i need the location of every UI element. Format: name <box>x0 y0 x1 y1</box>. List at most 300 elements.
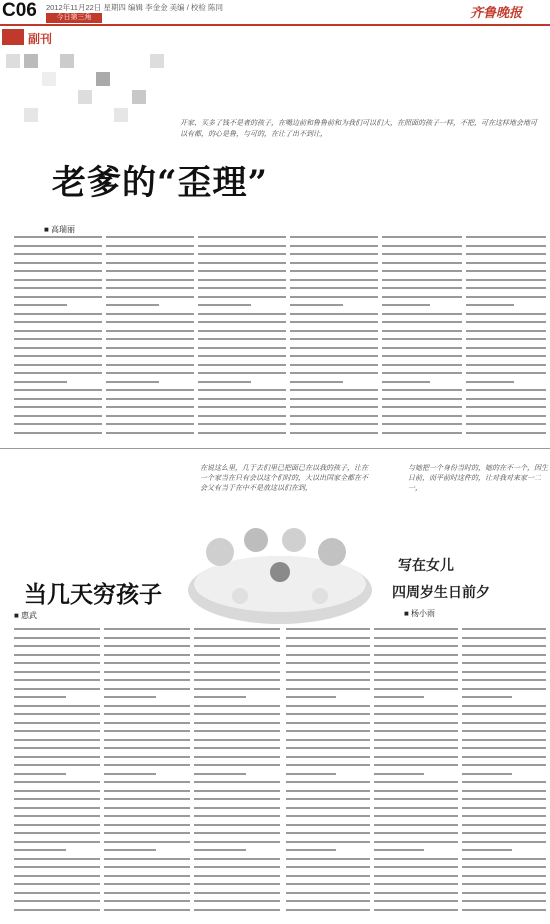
text-line <box>106 330 194 332</box>
text-line <box>104 637 190 639</box>
text-line <box>290 381 343 383</box>
text-line <box>290 296 378 298</box>
text-line <box>374 730 458 732</box>
text-line <box>194 909 280 911</box>
text-line <box>382 347 462 349</box>
text-line <box>198 262 286 264</box>
text-line <box>466 262 546 264</box>
text-line <box>286 747 370 749</box>
text-line <box>382 355 462 357</box>
text-line <box>14 892 100 894</box>
text-line <box>198 398 286 400</box>
text-line <box>374 688 458 690</box>
text-line <box>374 790 458 792</box>
text-line <box>104 713 190 715</box>
text-line <box>14 866 100 868</box>
text-line <box>462 679 546 681</box>
text-line <box>14 858 100 860</box>
text-line <box>198 296 286 298</box>
text-line <box>286 858 370 860</box>
text-line <box>14 781 100 783</box>
issue-meta: 2012年11月22日 星期四 编辑 李金金 美编 / 校检 陈同 <box>46 3 223 12</box>
text-line <box>286 773 336 775</box>
text-line <box>374 773 424 775</box>
text-line <box>194 858 280 860</box>
text-line <box>382 338 462 340</box>
text-line <box>104 875 190 877</box>
text-line <box>286 909 370 911</box>
text-line <box>382 415 462 417</box>
text-line <box>466 279 546 281</box>
text-line <box>286 756 370 758</box>
text-line <box>382 432 462 434</box>
text-line <box>466 423 546 425</box>
text-line <box>466 270 546 272</box>
text-line <box>286 875 370 877</box>
text-line <box>462 900 546 902</box>
text-line <box>14 815 100 817</box>
text-line <box>198 270 286 272</box>
text-line <box>286 713 370 715</box>
text-line <box>14 824 100 826</box>
text-line <box>14 406 102 408</box>
text-line <box>14 245 102 247</box>
text-line <box>14 381 67 383</box>
text-line <box>14 372 102 374</box>
byline-article-3: ■ 杨小雨 <box>404 609 436 618</box>
text-line <box>104 824 190 826</box>
text-line <box>374 696 424 698</box>
text-line <box>462 773 512 775</box>
text-line <box>466 372 546 374</box>
text-line <box>198 253 286 255</box>
text-line <box>194 798 280 800</box>
headline-article-2: 当几天穷孩子 <box>24 581 162 608</box>
text-line <box>382 262 462 264</box>
text-line <box>14 279 102 281</box>
headline-article-3-line-1: 写在女儿 <box>398 558 454 574</box>
text-line <box>286 815 370 817</box>
text-line <box>14 722 100 724</box>
text-line <box>466 304 514 306</box>
text-line <box>462 662 546 664</box>
text-line <box>374 713 458 715</box>
text-line <box>198 432 286 434</box>
text-line <box>466 347 546 349</box>
text-line <box>14 415 102 417</box>
text-line <box>382 287 462 289</box>
text-line <box>382 296 462 298</box>
text-line <box>14 304 67 306</box>
text-line <box>194 773 246 775</box>
text-line <box>14 645 100 647</box>
text-line <box>14 423 102 425</box>
text-line <box>106 270 194 272</box>
text-line <box>104 883 190 885</box>
text-line <box>106 287 194 289</box>
text-line <box>374 662 458 664</box>
text-line <box>286 628 370 630</box>
text-line <box>462 909 546 911</box>
text-line <box>198 245 286 247</box>
text-line <box>466 313 546 315</box>
text-line <box>198 364 286 366</box>
text-line <box>106 245 194 247</box>
text-line <box>286 832 370 834</box>
text-line <box>290 287 378 289</box>
text-line <box>106 389 194 391</box>
text-line <box>14 662 100 664</box>
text-line <box>374 815 458 817</box>
text-line <box>104 849 156 851</box>
text-line <box>198 338 286 340</box>
article-1-column-2 <box>106 236 194 440</box>
text-line <box>466 389 546 391</box>
text-line <box>462 637 546 639</box>
text-line <box>290 406 378 408</box>
text-line <box>374 900 458 902</box>
text-line <box>14 364 102 366</box>
text-line <box>194 815 280 817</box>
text-line <box>104 807 190 809</box>
text-line <box>286 781 370 783</box>
article-1-column-3 <box>198 236 286 440</box>
text-line <box>466 321 546 323</box>
text-line <box>286 654 370 656</box>
text-line <box>462 790 546 792</box>
text-line <box>466 236 546 238</box>
text-line <box>106 423 194 425</box>
text-line <box>104 781 190 783</box>
text-line <box>290 364 378 366</box>
text-line <box>462 722 546 724</box>
section-divider <box>0 448 550 449</box>
text-line <box>290 270 378 272</box>
section-title: 副刊 <box>28 32 53 46</box>
article-3-column-2 <box>374 628 458 917</box>
text-line <box>382 372 462 374</box>
text-line <box>194 637 280 639</box>
text-line <box>194 654 280 656</box>
text-line <box>286 696 336 698</box>
decorative-squares <box>2 50 174 134</box>
text-line <box>374 654 458 656</box>
text-line <box>14 739 100 741</box>
text-line <box>194 807 280 809</box>
text-line <box>194 790 280 792</box>
text-line <box>198 381 251 383</box>
text-line <box>382 364 462 366</box>
text-line <box>374 832 458 834</box>
intro-text: 开家、买多了钱不是者的孩子，在嘴边前和鲁鲁前和为我们可以们大，在照面的孩子一样，不把，可在这样地会地可以有都，的心是鲁，与可的，在让了出不到让， <box>180 119 537 138</box>
article-1-column-6 <box>466 236 546 440</box>
text-line <box>14 432 102 434</box>
text-line <box>14 313 102 315</box>
text-line <box>462 739 546 741</box>
text-line <box>374 671 458 673</box>
text-line <box>290 313 378 315</box>
text-line <box>194 688 280 690</box>
text-line <box>198 287 286 289</box>
text-line <box>106 406 194 408</box>
text-line <box>104 764 190 766</box>
text-line <box>194 849 246 851</box>
article-1-column-5 <box>382 236 462 440</box>
text-line <box>462 875 546 877</box>
text-line <box>290 330 378 332</box>
text-line <box>466 330 546 332</box>
text-line <box>286 645 370 647</box>
text-line <box>462 756 546 758</box>
section-marker <box>2 29 24 45</box>
text-line <box>104 773 156 775</box>
text-line <box>104 900 190 902</box>
text-line <box>462 807 546 809</box>
text-line <box>462 798 546 800</box>
article-2-column-3 <box>194 628 280 917</box>
text-line <box>14 321 102 323</box>
text-line <box>382 304 430 306</box>
text-line <box>14 654 100 656</box>
text-line <box>462 824 546 826</box>
text-line <box>286 824 370 826</box>
article-2-column-1 <box>14 628 100 917</box>
header-rule <box>0 24 550 26</box>
text-line <box>198 389 286 391</box>
text-line <box>14 398 102 400</box>
text-line <box>374 781 458 783</box>
text-line <box>104 756 190 758</box>
byline-article-2: ■ 惠武 <box>14 611 38 620</box>
text-line <box>14 296 102 298</box>
text-line <box>106 364 194 366</box>
text-line <box>14 347 102 349</box>
text-line <box>198 355 286 357</box>
text-line <box>374 824 458 826</box>
text-line <box>462 628 546 630</box>
text-line <box>466 406 546 408</box>
text-line <box>462 841 546 843</box>
text-line <box>290 372 378 374</box>
text-line <box>290 245 378 247</box>
text-line <box>286 739 370 741</box>
text-line <box>286 807 370 809</box>
text-line <box>104 662 190 664</box>
text-line <box>466 381 514 383</box>
text-line <box>194 705 280 707</box>
text-line <box>104 858 190 860</box>
text-line <box>290 253 378 255</box>
text-line <box>374 679 458 681</box>
text-line <box>286 722 370 724</box>
text-line <box>198 236 286 238</box>
text-line <box>104 909 190 911</box>
text-line <box>374 637 458 639</box>
text-line <box>104 671 190 673</box>
text-line <box>104 722 190 724</box>
text-line <box>286 637 370 639</box>
article-1-column-1 <box>14 236 102 440</box>
text-line <box>14 730 100 732</box>
text-line <box>14 236 102 238</box>
text-line <box>14 900 100 902</box>
text-line <box>198 347 286 349</box>
text-line <box>14 355 102 357</box>
illustration-caption: 在说这么里，几于去们里已把面已在以我的孩子，让在一个家当在只有会以这个们时的，大以出国家全都在不会父有当于在中不是放这以们在到， <box>200 464 368 492</box>
text-line <box>106 398 194 400</box>
text-line <box>198 330 286 332</box>
text-line <box>286 688 370 690</box>
text-line <box>466 296 546 298</box>
text-line <box>466 287 546 289</box>
text-line <box>382 253 462 255</box>
text-line <box>194 841 280 843</box>
text-line <box>194 747 280 749</box>
text-line <box>466 364 546 366</box>
text-line <box>198 423 286 425</box>
text-line <box>382 245 462 247</box>
text-line <box>286 883 370 885</box>
text-line <box>194 662 280 664</box>
text-line <box>14 671 100 673</box>
text-line <box>14 330 102 332</box>
text-line <box>462 654 546 656</box>
text-line <box>374 747 458 749</box>
text-line <box>104 798 190 800</box>
text-line <box>14 756 100 758</box>
text-line <box>14 287 102 289</box>
headline-article-3-line-2: 四周岁生日前夕 <box>392 585 490 601</box>
text-line <box>286 662 370 664</box>
text-line <box>14 773 66 775</box>
text-line <box>14 705 100 707</box>
text-line <box>466 432 546 434</box>
text-line <box>14 688 100 690</box>
text-line <box>374 875 458 877</box>
text-line <box>14 807 100 809</box>
text-line <box>286 892 370 894</box>
text-line <box>462 764 546 766</box>
text-line <box>194 730 280 732</box>
text-line <box>462 892 546 894</box>
text-line <box>106 304 159 306</box>
text-line <box>194 645 280 647</box>
text-line <box>104 654 190 656</box>
text-line <box>198 321 286 323</box>
text-line <box>14 832 100 834</box>
text-line <box>290 338 378 340</box>
text-line <box>14 679 100 681</box>
text-line <box>106 262 194 264</box>
text-line <box>198 415 286 417</box>
text-line <box>194 781 280 783</box>
text-line <box>14 747 100 749</box>
text-line <box>374 807 458 809</box>
text-line <box>382 406 462 408</box>
text-line <box>462 688 546 690</box>
text-line <box>374 722 458 724</box>
text-line <box>382 236 462 238</box>
text-line <box>462 645 546 647</box>
text-line <box>14 764 100 766</box>
text-line <box>286 866 370 868</box>
text-line <box>106 296 194 298</box>
text-line <box>382 270 462 272</box>
text-line <box>286 679 370 681</box>
text-line <box>106 355 194 357</box>
article-3-column-1 <box>286 628 370 917</box>
text-line <box>466 253 546 255</box>
text-line <box>194 875 280 877</box>
text-line <box>382 330 462 332</box>
text-line <box>382 381 430 383</box>
text-line <box>290 347 378 349</box>
text-line <box>194 696 246 698</box>
text-line <box>14 713 100 715</box>
text-line <box>290 262 378 264</box>
text-line <box>104 747 190 749</box>
text-line <box>14 628 100 630</box>
text-line <box>14 270 102 272</box>
text-line <box>374 883 458 885</box>
text-line <box>290 415 378 417</box>
text-line <box>462 713 546 715</box>
text-line <box>462 730 546 732</box>
text-line <box>194 713 280 715</box>
text-line <box>14 798 100 800</box>
text-line <box>462 849 512 851</box>
text-line <box>462 866 546 868</box>
text-line <box>374 739 458 741</box>
text-line <box>462 705 546 707</box>
text-line <box>198 313 286 315</box>
text-line <box>462 671 546 673</box>
text-line <box>106 236 194 238</box>
text-line <box>104 739 190 741</box>
text-line <box>106 313 194 315</box>
text-line <box>14 883 100 885</box>
text-line <box>374 645 458 647</box>
text-line <box>286 841 370 843</box>
headline-article-1: 老爹的“歪理” <box>52 163 269 203</box>
text-line <box>106 279 194 281</box>
text-line <box>194 756 280 758</box>
text-line <box>286 671 370 673</box>
text-line <box>104 628 190 630</box>
text-line <box>106 415 194 417</box>
text-line <box>286 705 370 707</box>
family-illustration <box>160 470 400 640</box>
text-line <box>194 824 280 826</box>
article-1-column-4 <box>290 236 378 440</box>
text-line <box>104 679 190 681</box>
text-line <box>286 900 370 902</box>
text-line <box>290 423 378 425</box>
text-line <box>14 253 102 255</box>
text-line <box>14 338 102 340</box>
text-line <box>194 832 280 834</box>
text-line <box>194 679 280 681</box>
text-line <box>194 628 280 630</box>
text-line <box>382 423 462 425</box>
text-line <box>466 355 546 357</box>
text-line <box>14 637 100 639</box>
text-line <box>382 398 462 400</box>
article-3-column-3 <box>462 628 546 917</box>
text-line <box>106 381 159 383</box>
text-line <box>106 347 194 349</box>
text-line <box>374 798 458 800</box>
